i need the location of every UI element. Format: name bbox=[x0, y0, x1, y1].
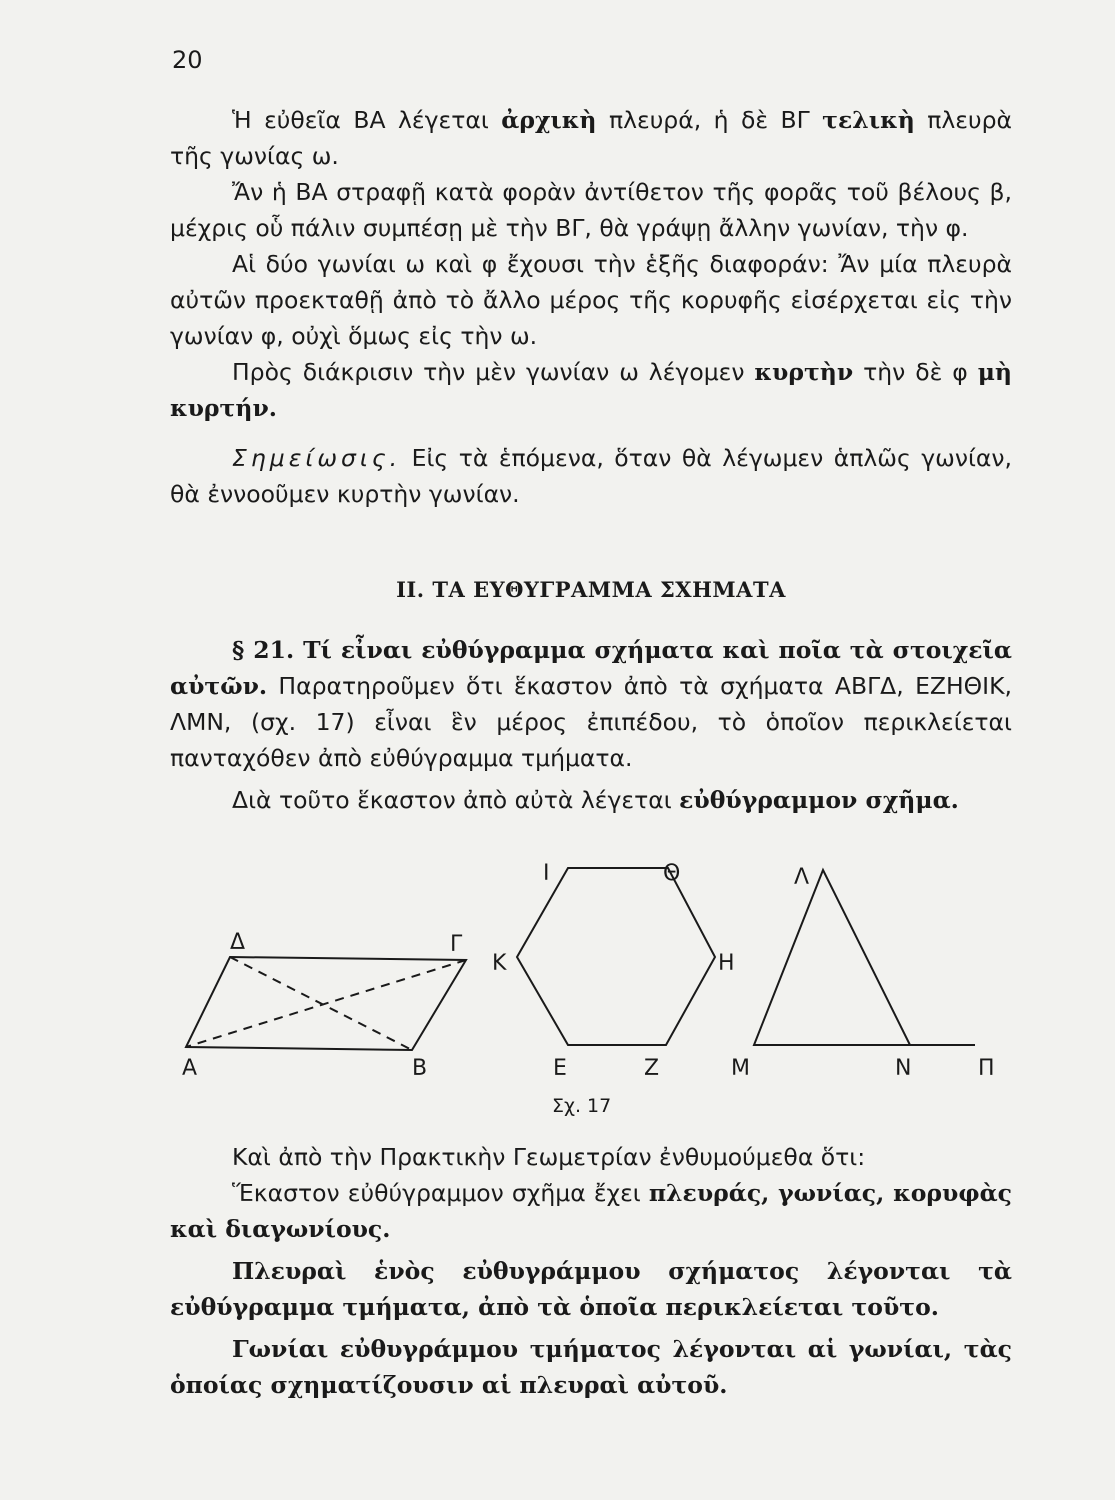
paragraph-rotation: Ἄν ἡ ΒΑ στραφῇ κατὰ φορὰν ἀντίθετον τῆς φορᾶς τοῦ βέλους β, μέχρις οὗ πάλιν συμπέσῃ μὲ τὴν ΒΓ, θὰ γράψῃ ἄλλην γωνίαν, τὴν φ. bbox=[170, 178, 1012, 242]
label-p: Π bbox=[978, 1056, 995, 1081]
section-heading: ΙΙ. ΤΑ ΕΥΘΥΓΡΑΜΜΑ ΣΧΗΜΑΤΑ bbox=[396, 577, 786, 602]
figure-caption: Σχ. 17 bbox=[552, 1095, 612, 1117]
paragraph-sides-def: Πλευραὶ ἑνὸς εὐθυγράμμου σχήματος λέγονται τὰ εὐθύγραμμα τμήματα, ἀπὸ τὰ ὁποῖα περικλείεται τοῦτο. bbox=[170, 1257, 1012, 1321]
hexagon-ezhthik bbox=[517, 868, 715, 1045]
term-initial: ἀρχικὴ bbox=[501, 106, 597, 134]
paragraph-difference: Αἱ δύο γωνίαι ω καὶ φ ἔχουσι τὴν ἑξῆς διαφοράν: Ἄν μία πλευρὰ αὐτῶν προεκταθῇ ἀπὸ τὸ ἄλλο μέρος τῆς κορυφῆς εἰσέρχεται εἰς τὴν γωνίαν φ, οὐχὶ ὅμως εἰς τὴν ω. bbox=[170, 250, 1012, 350]
label-b: Β bbox=[412, 1056, 428, 1081]
page-number: 20 bbox=[172, 46, 203, 74]
label-k: Κ bbox=[492, 951, 507, 976]
paragraph-angles-def: Γωνίαι εὐθυγράμμου τμήματος λέγονται αἱ γωνίαι, τὰς ὁποίας σχηματίζουσιν αἱ πλευραὶ αὐτοῦ. bbox=[170, 1335, 1012, 1399]
label-l: Λ bbox=[794, 865, 810, 890]
section-21-title: § 21. Τί εἶναι εὐθύγραμμα σχήματα καὶ ποῖα τὰ στοιχεῖα αὐτῶν. bbox=[170, 636, 1012, 700]
label-n: Ν bbox=[895, 1056, 912, 1081]
label-m: Μ bbox=[731, 1056, 750, 1081]
label-th: Θ bbox=[663, 861, 681, 886]
text-run: πλευρὰ τῆς γωνίας ω. bbox=[170, 106, 1013, 170]
diagonal-bd bbox=[230, 957, 412, 1050]
term-convex: κυρτὴν bbox=[754, 358, 854, 386]
term-elements: πλευράς, γωνίας, κορυφὰς καὶ διαγωνίους. bbox=[170, 1179, 1012, 1243]
term-nonconvex: μὴ κυρτήν. bbox=[170, 358, 1012, 422]
text-run: Ἕκαστον εὐθύγραμμον σχῆμα ἔχει bbox=[232, 1179, 649, 1207]
label-h: Η bbox=[718, 951, 735, 976]
note-text: Εἰς τὰ ἑπόμενα, ὅταν θὰ λέγωμεν ἁπλῶς γωνίαν, θὰ ἐννοοῦμεν κυρτὴν γωνίαν. bbox=[170, 444, 1012, 508]
label-i: Ι bbox=[543, 861, 550, 886]
term-rectilinear-figure: εὐθύγραμμον σχῆμα. bbox=[679, 786, 959, 814]
label-g: Γ bbox=[450, 932, 463, 957]
label-d: Δ bbox=[230, 930, 246, 955]
note-label: Σημείωσις. bbox=[232, 444, 402, 472]
diagonal-ag bbox=[186, 960, 466, 1047]
text-run: Διὰ τοῦτο ἕκαστον ἀπὸ αὐτὰ λέγεται bbox=[232, 786, 680, 814]
body-text-bottom bbox=[170, 1139, 1012, 1403]
paragraph-recall: Καὶ ἀπὸ τὴν Πρακτικὴν Γεωμετρίαν ἐνθυμούμεθα ὅτι: bbox=[232, 1143, 866, 1171]
text-run: Παρατηροῦμεν ὅτι ἕκαστον ἀπὸ τὰ σχήματα ΑΒΓΔ, ΕΖΗΘΙΚ, ΛΜΝ, (σχ. 17) εἶναι ἓν μέρος ἐπιπέδου, τὸ ὁποῖον περικλείεται πανταχόθεν ἀπὸ εὐθύγραμμα τμήματα. bbox=[170, 672, 1012, 772]
label-z: Ζ bbox=[644, 1056, 660, 1081]
label-e: Ε bbox=[553, 1056, 567, 1081]
text-run: Ἡ εὐθεῖα ΒΑ λέγεται bbox=[232, 106, 502, 134]
triangle-lmn bbox=[754, 870, 910, 1045]
text-run: πλευρά, ἡ δὲ ΒΓ bbox=[596, 106, 823, 134]
term-terminal: τελικὴ bbox=[822, 106, 915, 134]
label-a: Α bbox=[182, 1056, 198, 1081]
text-run: τὴν δὲ φ bbox=[853, 358, 978, 386]
text-run: Πρὸς διάκρισιν τὴν μὲν γωνίαν ω λέγομεν bbox=[232, 358, 755, 386]
paragraph-elements bbox=[170, 1175, 1012, 1247]
